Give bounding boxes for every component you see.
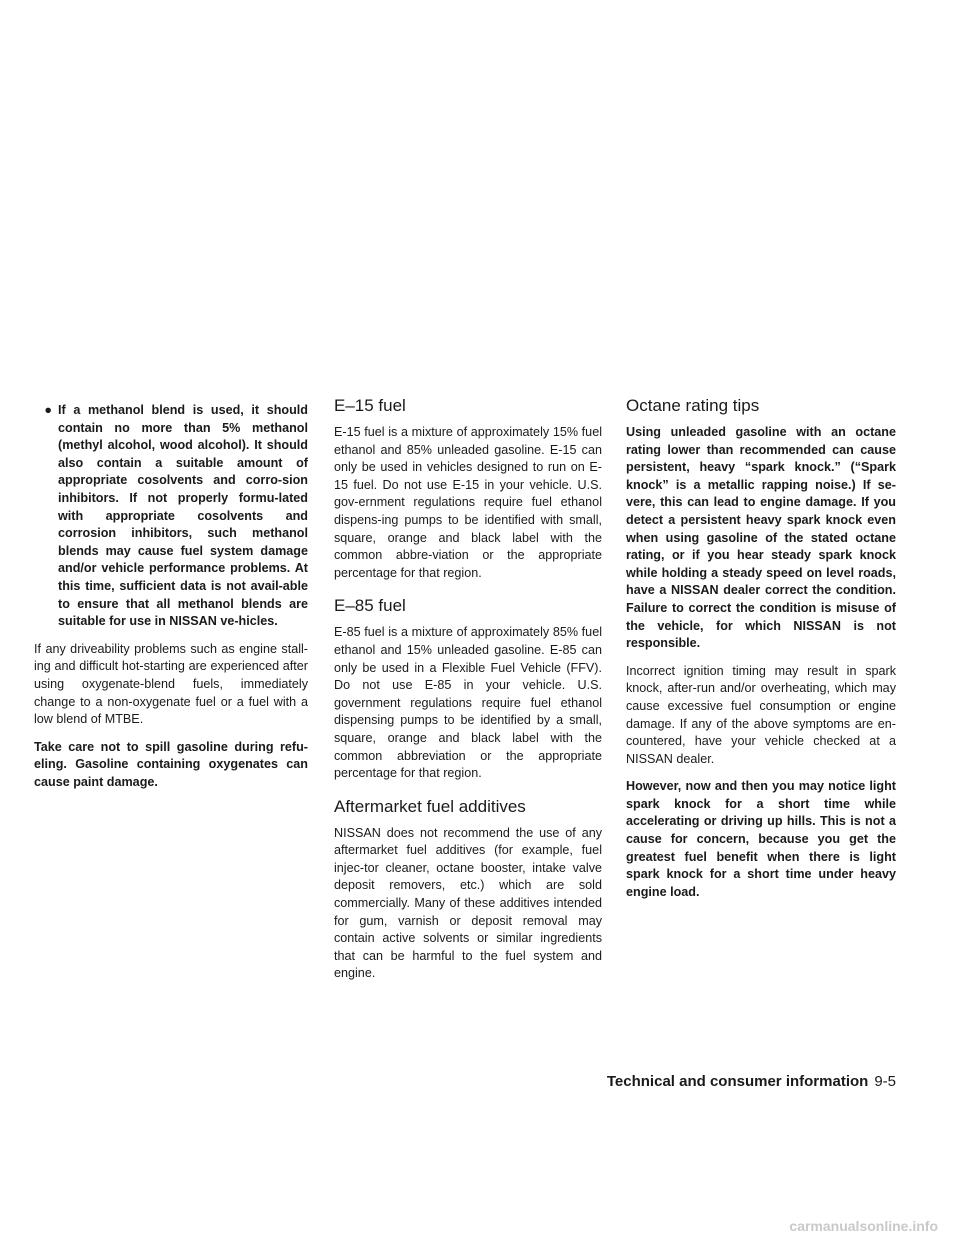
octane-heading: Octane rating tips xyxy=(626,396,760,415)
light-knock-paragraph: However, now and then you may notice light spark knock for a short time while accelerating or driving up hills. This is not a cause for concern, because you get the greatest fuel benefit when there is light spark knock for a short time under heavy engine load. xyxy=(626,779,896,899)
watermark: carmanualsonline.info xyxy=(789,1218,938,1234)
bullet-dot-icon: ● xyxy=(44,403,52,417)
column-left xyxy=(34,402,308,801)
methanol-bullet xyxy=(34,402,308,631)
additives-paragraph: NISSAN does not recommend the use of any aftermarket fuel additives (for example, fuel injec-tor cleaner, octane booster, intake valve deposit removers, etc.) which are sold commercially. Many of these additives intended for gum, varnish or deposit removal may contain active solvents or similar ingredients that can be harmful to the fuel system and engine. xyxy=(334,825,602,981)
column-middle xyxy=(334,396,602,993)
methanol-bullet-text: If a methanol blend is used, it should contain no more than 5% methanol (methyl alcohol, wood alcohol). It should also contain a suitable amount of appropriate cosolvents and corro-sion inhibitors. If not properly formu-lated with appropriate cosolvents and corrosion inhibitors, such methanol blends may cause fuel system damage and/or vehicle performance problems. At this time, sufficient data is not avail-able to ensure that all methanol blends are suitable for use in NISSAN ve-hicles. xyxy=(58,403,308,629)
spill-warning-paragraph: Take care not to spill gasoline during refu-eling. Gasoline containing oxygenates can cause paint damage. xyxy=(34,739,308,789)
e85-paragraph: E-85 fuel is a mixture of approximately 85% fuel ethanol and 15% unleaded gasoline. E-85 can only be used in a Flexible Fuel Vehicle (FFV). Do not use E-85 in your vehicle. U.S. government regulations require fuel ethanol dispensing pumps to be identified by a small, square, orange and black label with the common abbreviation or the appropriate percentage for that region. xyxy=(334,625,602,781)
e15-heading: E–15 fuel xyxy=(334,396,406,415)
driveability-paragraph: If any driveability problems such as engine stall-ing and difficult hot-starting are experienced after using oxygenate-blend fuels, immediately change to a non-oxygenate fuel or a fuel with a low blend of MTBE. xyxy=(34,641,308,727)
e85-heading: E–85 fuel xyxy=(334,596,406,616)
page-footer xyxy=(607,1073,896,1090)
octane-warning-paragraph: Using unleaded gasoline with an octane rating lower than recommended can cause persistent, heavy “spark knock.” (“Spark knock” is a metallic rapping noise.) If se-vere, this can lead to engine damage. If you detect a persistent heavy spark knock even when using gasoline of the stated octane rating, or if you hear steady spark knock while holding a steady speed on level roads, have a NISSAN dealer correct the condition. Failure to correct the condition is misuse of the vehicle, for which NISSAN is not responsible. xyxy=(626,425,896,651)
column-right xyxy=(626,396,896,911)
e15-paragraph: E-15 fuel is a mixture of approximately 15% fuel ethanol and 85% unleaded gasoline. E-15 can only be used in vehicles designed to run on E-15 fuel. Do not use E-15 in your vehicle. U.S. gov-ernment regulations require fuel ethanol dispens-ing pumps to be identified with small, square, orange and black label with the common abbre-viation or the appropriate percentage for that region. xyxy=(334,425,602,580)
footer-section-title: Technical and consumer information xyxy=(606,1073,869,1090)
ignition-timing-paragraph: Incorrect ignition timing may result in spark knock, after-run and/or overheating, which may cause excessive fuel consumption or engine damage. If any of the above symptoms are en-countered, have your vehicle checked at a NISSAN dealer. xyxy=(626,663,896,766)
additives-heading: Aftermarket fuel additives xyxy=(334,796,526,816)
page-number: 9-5 xyxy=(874,1073,896,1090)
